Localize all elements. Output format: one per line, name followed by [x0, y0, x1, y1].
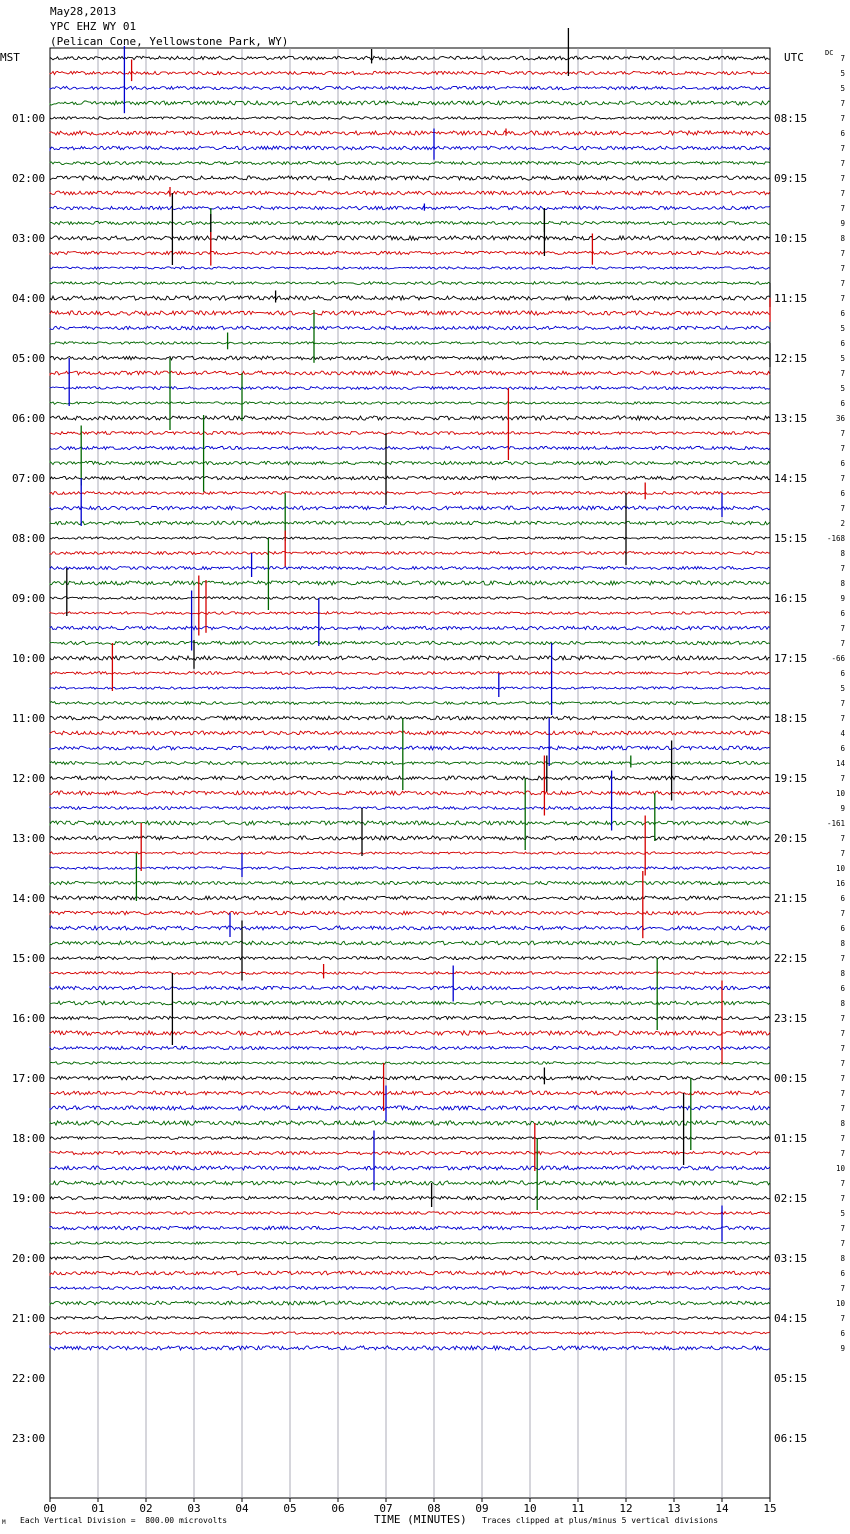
trace-row — [50, 1256, 770, 1259]
dc-offset-value: 4 — [840, 729, 845, 738]
trace-row — [50, 1016, 770, 1019]
trace-row — [50, 131, 770, 135]
dc-offset-value: 5 — [840, 684, 845, 693]
trace-row — [50, 626, 770, 630]
trace-row — [50, 356, 770, 360]
x-tick-label: 14 — [715, 1502, 729, 1515]
left-hour-label: 07:00 — [12, 472, 46, 485]
dc-offset-value: 7 — [840, 144, 845, 153]
dc-offset-value: 7 — [840, 774, 845, 783]
right-hour-label: 14:15 — [774, 472, 808, 485]
trace-row — [50, 941, 770, 945]
right-hour-label: 16:15 — [774, 592, 808, 605]
dc-offset-value: 36 — [835, 414, 845, 423]
dc-offset-value: 6 — [840, 669, 845, 678]
trace-row — [50, 1181, 770, 1185]
dc-offset-value: 7 — [840, 159, 845, 168]
left-hour-label: 05:00 — [12, 352, 46, 365]
trace-row — [50, 1062, 770, 1065]
left-hour-label: 03:00 — [12, 232, 46, 245]
trace-row — [50, 821, 770, 825]
dc-offset-value: 6 — [840, 309, 845, 318]
trace-row — [50, 1271, 770, 1275]
right-hour-label: 17:15 — [774, 652, 808, 665]
trace-row — [50, 416, 770, 420]
dc-offset-value: 7 — [840, 1224, 845, 1233]
trace-row — [50, 221, 770, 224]
trace-row — [50, 1091, 770, 1095]
right-hour-label: 11:15 — [774, 292, 808, 305]
trace-row — [50, 537, 770, 539]
trace-row — [50, 432, 770, 435]
dc-offset-value: -161 — [826, 819, 845, 828]
trace-row — [50, 1212, 770, 1215]
dc-offset-value: 6 — [840, 129, 845, 138]
dc-offset-value: 7 — [840, 1314, 845, 1323]
dc-offset-value: 7 — [840, 1089, 845, 1098]
dc-offset-value: 6 — [840, 894, 845, 903]
left-hour-label: 04:00 — [12, 292, 46, 305]
left-hour-label: 20:00 — [12, 1252, 46, 1265]
dc-offset-value: 7 — [840, 189, 845, 198]
dc-offset-value: 6 — [840, 924, 845, 933]
dc-offset-value: 9 — [840, 1344, 845, 1353]
right-hour-label: 02:15 — [774, 1192, 808, 1205]
x-tick-label: 04 — [235, 1502, 249, 1515]
trace-row — [50, 1287, 770, 1290]
right-hour-label: 03:15 — [774, 1252, 808, 1265]
x-tick-label: 15 — [763, 1502, 777, 1515]
trace-row — [50, 146, 770, 150]
clipping-note: Traces clipped at plus/minus 5 vertical divisions — [482, 1516, 719, 1525]
dc-offset-value: 7 — [840, 114, 845, 123]
trace-row — [50, 852, 770, 854]
dc-offset-value: 7 — [840, 504, 845, 513]
trace-row — [50, 402, 770, 404]
right-hour-label: 13:15 — [774, 412, 808, 425]
dc-offset-value: 5 — [840, 69, 845, 78]
right-hour-label: 22:15 — [774, 952, 808, 965]
trace-row — [50, 446, 770, 449]
dc-offset-value: 7 — [840, 909, 845, 918]
trace-row — [50, 1106, 770, 1110]
trace-row — [50, 776, 770, 780]
trace-row — [50, 1346, 770, 1350]
x-tick-label: 03 — [187, 1502, 201, 1515]
dc-offset-value: 8 — [840, 999, 845, 1008]
dc-offset-value: 7 — [840, 1074, 845, 1083]
trace-row — [50, 506, 770, 510]
dc-offset-header: DC — [825, 49, 834, 57]
trace-row — [50, 1031, 770, 1035]
trace-row — [50, 191, 770, 195]
right-hour-label: 10:15 — [774, 232, 808, 245]
left-hour-label: 17:00 — [12, 1072, 46, 1085]
trace-row — [50, 746, 770, 750]
trace-row — [50, 1137, 770, 1140]
left-hour-label: 09:00 — [12, 592, 46, 605]
trace-row — [50, 236, 770, 240]
dc-offset-value: 6 — [840, 1329, 845, 1338]
dc-offset-value: 6 — [840, 744, 845, 753]
trace-row — [50, 791, 770, 795]
left-hour-label: 22:00 — [12, 1372, 46, 1385]
dc-offset-value: 6 — [840, 339, 845, 348]
x-tick-label: 01 — [91, 1502, 105, 1515]
left-hour-label: 13:00 — [12, 832, 46, 845]
left-hour-label: 18:00 — [12, 1132, 46, 1145]
trace-row — [50, 911, 770, 915]
dc-offset-value: 7 — [840, 1149, 845, 1158]
right-hour-label: 06:15 — [774, 1432, 808, 1445]
dc-offset-value: 7 — [840, 1044, 845, 1053]
trace-row — [50, 251, 770, 254]
trace-row — [50, 836, 770, 840]
dc-offset-value: 7 — [840, 849, 845, 858]
right-hour-label: 20:15 — [774, 832, 808, 845]
dc-offset-value: 7 — [840, 1194, 845, 1203]
trace-row — [50, 552, 770, 555]
dc-offset-value: 7 — [840, 369, 845, 378]
dc-offset-value: 6 — [840, 489, 845, 498]
dc-offset-value: 5 — [840, 384, 845, 393]
dc-offset-value: 8 — [840, 234, 845, 243]
trace-row — [50, 117, 770, 120]
right-hour-label: 08:15 — [774, 112, 808, 125]
trace-row — [50, 86, 770, 89]
trace-row — [50, 581, 770, 585]
trace-row — [50, 1317, 770, 1320]
trace-row — [50, 702, 770, 705]
left-hour-label: 16:00 — [12, 1012, 46, 1025]
dc-offset-value: 7 — [840, 639, 845, 648]
dc-offset-value: 5 — [840, 324, 845, 333]
left-hour-label: 08:00 — [12, 532, 46, 545]
dc-offset-value: 6 — [840, 984, 845, 993]
left-hour-label: 12:00 — [12, 772, 46, 785]
trace-row — [50, 371, 770, 375]
x-tick-label: 02 — [139, 1502, 153, 1515]
trace-row — [50, 656, 770, 660]
trace-row — [50, 716, 770, 720]
trace-row — [50, 1046, 770, 1049]
dc-offset-value: 7 — [840, 1029, 845, 1038]
left-hour-label: 02:00 — [12, 172, 46, 185]
dc-offset-value: 7 — [840, 1059, 845, 1068]
right-hour-label: 21:15 — [774, 892, 808, 905]
dc-offset-value: 7 — [840, 474, 845, 483]
dc-offset-value: 7 — [840, 279, 845, 288]
trace-row — [50, 492, 770, 495]
dc-offset-value: 5 — [840, 354, 845, 363]
right-timezone-label: UTC — [784, 51, 804, 64]
right-hour-label: 05:15 — [774, 1372, 808, 1385]
dc-offset-value: 6 — [840, 459, 845, 468]
left-hour-label: 01:00 — [12, 112, 46, 125]
dc-offset-value: 7 — [840, 264, 845, 273]
dc-offset-value: 7 — [840, 834, 845, 843]
dc-offset-value: 5 — [840, 84, 845, 93]
trace-row — [50, 101, 770, 105]
dc-offset-value: -168 — [826, 534, 845, 543]
dc-offset-value: 7 — [840, 444, 845, 453]
trace-row — [50, 597, 770, 600]
x-tick-label: 09 — [475, 1502, 489, 1515]
left-hour-label: 19:00 — [12, 1192, 46, 1205]
dc-offset-value: 7 — [840, 954, 845, 963]
right-hour-label: 04:15 — [774, 1312, 808, 1325]
right-hour-label: 09:15 — [774, 172, 808, 185]
trace-row — [50, 762, 770, 765]
trace-row — [50, 867, 770, 870]
trace-row — [50, 1076, 770, 1080]
left-hour-label: 15:00 — [12, 952, 46, 965]
x-tick-label: 08 — [427, 1502, 441, 1515]
dc-offset-value: 8 — [840, 939, 845, 948]
dc-offset-value: 14 — [835, 759, 845, 768]
station-location: (Pelican Cone, Yellowstone Park, WY) — [50, 35, 289, 48]
trace-row — [50, 1166, 770, 1170]
dc-offset-value: 7 — [840, 204, 845, 213]
dc-offset-value: 7 — [840, 54, 845, 63]
trace-row — [50, 672, 770, 675]
x-tick-label: 00 — [43, 1502, 57, 1515]
trace-row — [50, 161, 770, 164]
left-timezone-label: MST — [0, 51, 20, 64]
trace-row — [50, 1001, 770, 1005]
trace-row — [50, 612, 770, 615]
trace-row — [50, 387, 770, 390]
dc-offset-value: 7 — [840, 1134, 845, 1143]
trace-row — [50, 1196, 770, 1199]
trace-row — [50, 342, 770, 344]
dc-offset-value: 6 — [840, 399, 845, 408]
trace-row — [50, 326, 770, 329]
trace-row — [50, 267, 770, 269]
right-hour-label: 00:15 — [774, 1072, 808, 1085]
trace-row — [50, 1301, 770, 1305]
trace-row — [50, 71, 770, 74]
dc-offset-value: 7 — [840, 1179, 845, 1188]
left-hour-label: 11:00 — [12, 712, 46, 725]
dc-offset-value: 7 — [840, 624, 845, 633]
trace-row — [50, 567, 770, 570]
dc-offset-value: 8 — [840, 969, 845, 978]
station-code: YPC EHZ WY 01 — [50, 20, 137, 33]
trace-row — [50, 641, 770, 644]
dc-offset-value: 8 — [840, 579, 845, 588]
dc-offset-value: 10 — [835, 1299, 845, 1308]
trace-row — [50, 881, 770, 884]
x-tick-label: 05 — [283, 1502, 297, 1515]
dc-offset-value: 7 — [840, 1104, 845, 1113]
dc-offset-value: 9 — [840, 804, 845, 813]
trace-row — [50, 986, 770, 990]
dc-offset-value: 8 — [840, 549, 845, 558]
dc-offset-value: 16 — [835, 879, 845, 888]
dc-offset-value: 9 — [840, 219, 845, 228]
trace-row — [50, 957, 770, 960]
trace-row — [50, 56, 770, 60]
trace-row — [50, 687, 770, 689]
dc-offset-value: 8 — [840, 1119, 845, 1128]
dc-offset-value: 5 — [840, 1209, 845, 1218]
trace-row — [50, 1151, 770, 1154]
right-hour-label: 12:15 — [774, 352, 808, 365]
trace-row — [50, 282, 770, 285]
trace-row — [50, 311, 770, 315]
trace-row — [50, 731, 770, 735]
left-hour-label: 21:00 — [12, 1312, 46, 1325]
trace-row — [50, 1226, 770, 1230]
dc-offset-value: -66 — [831, 654, 845, 663]
plot-frame — [50, 48, 770, 1498]
trace-row — [50, 476, 770, 479]
dc-offset-value: 7 — [840, 1014, 845, 1023]
right-hour-label: 15:15 — [774, 532, 808, 545]
corner-mark: M — [2, 1519, 6, 1526]
trace-row — [50, 972, 770, 975]
dc-offset-value: 7 — [840, 1284, 845, 1293]
left-hour-label: 06:00 — [12, 412, 46, 425]
x-tick-label: 07 — [379, 1502, 393, 1515]
trace-row — [50, 1332, 770, 1335]
vertical-scale-note: Each Vertical Division = 800.00 microvolts — [20, 1516, 228, 1525]
left-hour-label: 23:00 — [12, 1432, 46, 1445]
right-hour-label: 23:15 — [774, 1012, 808, 1025]
dc-offset-value: 10 — [835, 789, 845, 798]
chart-date: May28,2013 — [50, 5, 117, 18]
trace-row — [50, 807, 770, 810]
dc-offset-value: 7 — [840, 249, 845, 258]
x-tick-label: 10 — [523, 1502, 537, 1515]
dc-offset-value: 7 — [840, 429, 845, 438]
dc-offset-value: 7 — [840, 174, 845, 183]
dc-offset-value: 7 — [840, 294, 845, 303]
x-tick-label: 11 — [571, 1502, 585, 1515]
dc-offset-value: 7 — [840, 99, 845, 108]
dc-offset-value: 10 — [835, 1164, 845, 1173]
trace-row — [50, 296, 770, 300]
trace-row — [50, 176, 770, 180]
trace-row — [50, 1121, 770, 1125]
dc-offset-value: 2 — [840, 519, 845, 528]
trace-row — [50, 521, 770, 525]
right-hour-label: 18:15 — [774, 712, 808, 725]
dc-offset-value: 6 — [840, 1269, 845, 1278]
right-hour-label: 19:15 — [774, 772, 808, 785]
trace-row — [50, 926, 770, 930]
dc-offset-value: 8 — [840, 1254, 845, 1263]
dc-offset-value: 7 — [840, 699, 845, 708]
dc-offset-value: 7 — [840, 564, 845, 573]
trace-row — [50, 896, 770, 900]
dc-offset-value: 9 — [840, 594, 845, 603]
dc-offset-value: 7 — [840, 714, 845, 723]
dc-offset-value: 7 — [840, 1239, 845, 1248]
x-tick-label: 12 — [619, 1502, 633, 1515]
dc-offset-value: 10 — [835, 864, 845, 873]
x-tick-label: 06 — [331, 1502, 345, 1515]
trace-row — [50, 461, 770, 464]
trace-row — [50, 1242, 770, 1244]
trace-row — [50, 206, 770, 209]
x-tick-label: 13 — [667, 1502, 681, 1515]
left-hour-label: 10:00 — [12, 652, 46, 665]
right-hour-label: 01:15 — [774, 1132, 808, 1145]
dc-offset-value: 6 — [840, 609, 845, 618]
left-hour-label: 14:00 — [12, 892, 46, 905]
x-axis-title: TIME (MINUTES) — [374, 1513, 467, 1526]
